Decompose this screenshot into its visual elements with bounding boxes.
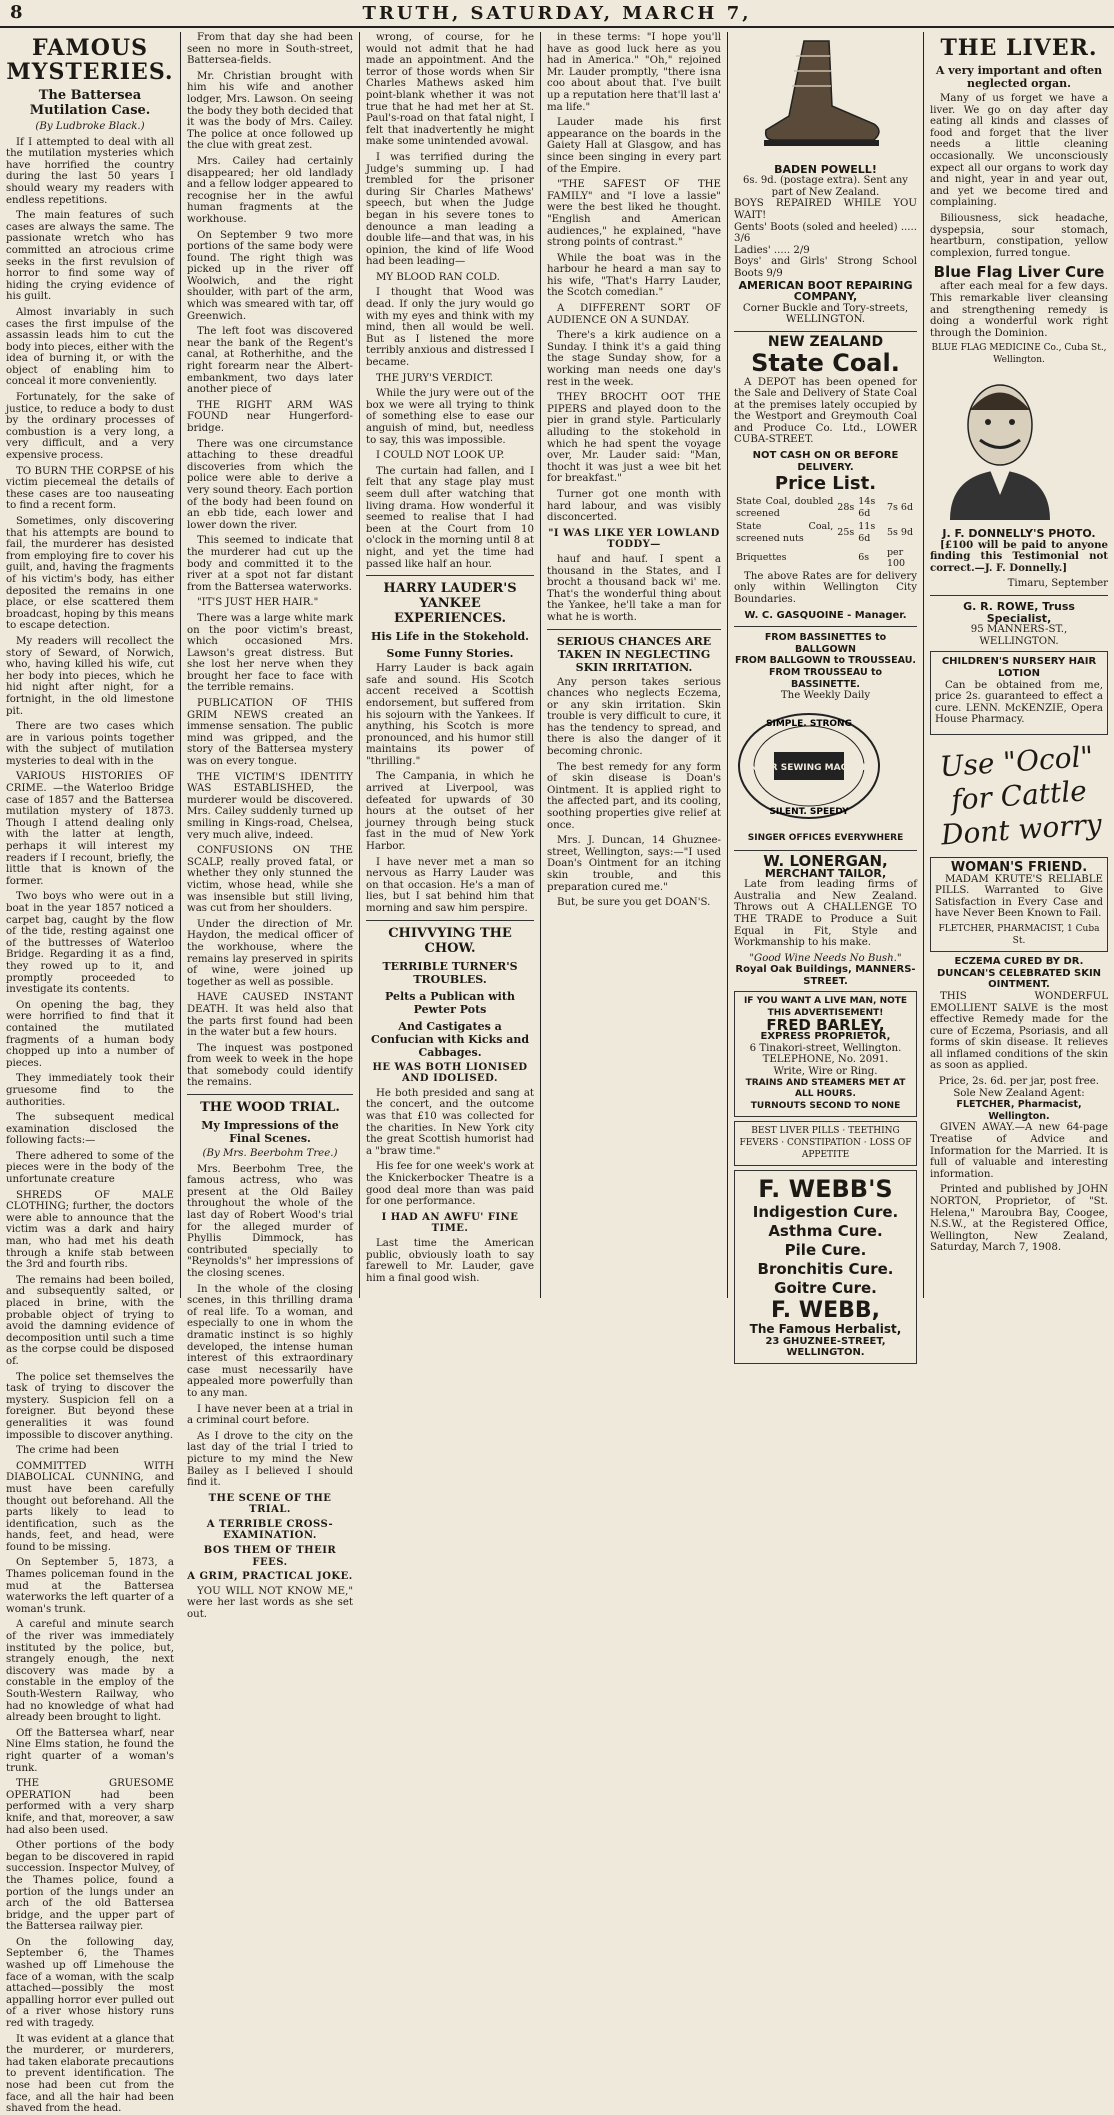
eczema-price: Price, 2s. 6d. per jar, post free. Sole New Zealand Agent:: [938, 1076, 1100, 1099]
divider: [187, 1094, 353, 1095]
boot-shop: AMERICAN BOOT REPAIRING COMPANY,: [738, 278, 913, 304]
liver-list: Biliousness, sick headache, dyspepsia, sour stomach, heartburn, constipation, yellow complexion, furred tongue.: [930, 212, 1108, 259]
webb-cure: Indigestion Cure.: [752, 1203, 899, 1222]
paragraph: My readers will recollect the story of Seward, of Norwich, who, having killed his wife, cut her body into pieces, which he hid night after night, for a fortnight, in the old limestone pit.: [6, 635, 174, 717]
price-cell: 6s: [858, 552, 870, 564]
webb-cure: Goitre Cure.: [774, 1279, 877, 1298]
famous-body: [6, 137, 174, 2115]
blue-flag-title: Blue Flag Liver Cure: [933, 263, 1105, 282]
divider: [366, 575, 534, 576]
price-manager: W. C. GASQUOINE - Manager.: [744, 609, 907, 621]
paragraph: THE RIGHT ARM WAS FOUND near Hungerford-bridge.: [187, 399, 353, 434]
webb-city: WELLINGTON.: [786, 1347, 865, 1359]
divider: [734, 331, 917, 332]
column-three: [360, 32, 540, 1298]
liver-subtitle: A very important and often neglected organ.: [935, 64, 1103, 90]
paragraph: They immediately took their gruesome find to the authorities.: [6, 1073, 174, 1108]
masthead: [0, 0, 1114, 28]
barley-name: FRED BARLEY,: [766, 1015, 885, 1034]
lonergan-name: W. LONERGAN,: [763, 851, 888, 870]
lonergan-address: Royal Oak Buildings, MANNERS-STREET.: [735, 964, 916, 987]
price-row: [734, 495, 917, 520]
paragraph: There was a large white mark on the poor victim's breast, which occasioned Mrs. Lawson's great distress. But she lost her nerve when they brought her face to face with the terrible remains.: [187, 612, 353, 694]
yankee-heading: "I WAS LIKE YER LOWLAND TODDY—: [548, 527, 720, 551]
paragraph: CONFUSIONS ON THE SCALP, really proved fatal, or whether they only stunned the victim, whose head, while she was insensible but still living, was cut from her shoulders.: [187, 845, 353, 915]
barley-address: 6 Tinakori-street, Wellington.: [749, 1042, 902, 1054]
state-coal-nz: NEW ZEALAND: [767, 333, 884, 350]
paragraph: But, be sure you get DOAN'S.: [557, 897, 711, 909]
paragraph: The crime had been: [16, 1445, 119, 1457]
serious-body: [547, 677, 721, 909]
paragraph: Mrs. Cailey had certainly disappeared; her old landlady and a fellow lodger appeared to recognise her in the awful human fragments at the workhouse.: [187, 155, 353, 225]
col2-final: YOU WILL NOT KNOW ME," were her last words as she set out.: [187, 1585, 353, 1621]
lauder-body: [366, 663, 534, 914]
liver-pills-3: CONSTIPATION: [786, 1138, 861, 1148]
boot-lines: [734, 198, 917, 279]
boot-address: Corner Buckle and Tory-streets, WELLINGTON.: [742, 302, 909, 326]
paragraph: THE VICTIM'S IDENTITY WAS ESTABLISHED, the murderer would be discovered. Mrs. Cailey suddenly turned up smiling in Kings-road, Chelsea, very much alive, indeed.: [187, 771, 353, 841]
page-number: 8: [10, 2, 23, 23]
paragraph: If I attempted to deal with all the mutilation mysteries which have horrified the country during the last 50 years I should weary my readers with endless repetitions.: [6, 136, 174, 206]
wood-trial-title: THE WOOD TRIAL.: [200, 1100, 340, 1116]
barley-phone: TELEPHONE, No. 2091.: [762, 1054, 889, 1066]
column-six: [924, 32, 1114, 1298]
paragraph: His fee for one week's work at the Knickerbocker Theatre is a good deal more than was paid for one performance.: [366, 1161, 534, 1208]
lonergan-motto: "Good Wine Needs No Bush.": [749, 952, 902, 964]
price-row: [734, 546, 917, 571]
womens-title: WOMAN'S FRIEND.: [950, 859, 1088, 875]
eczema-title: ECZEMA CURED BY DR. DUNCAN'S CELEBRATED SKIN OINTMENT.: [936, 956, 1102, 991]
paragraph: In the whole of the closing scenes, in this thrilling drama of real life. To a woman, and especially to one in whom the dramatic instinct is so highly developed, the intense human interest of this extraordinary case must necessarily have appealed more powerfully than to any man.: [187, 1283, 353, 1399]
webb-cures: [739, 1203, 912, 1298]
blue-flag-text: after each meal for a few days. This remarkable liver cleansing and strengthening remedy is doing a wonderful work right through the Dominion.: [930, 281, 1108, 339]
machine-top: SIMPLE. STRONG: [766, 718, 852, 729]
famous-title: FAMOUS MYSTERIES.: [6, 35, 174, 85]
liver-pills-4: LOSS OF APPETITE: [801, 1138, 912, 1160]
boot-price: 6s. 9d. (postage extra). Sent any part of New Zealand.: [743, 175, 908, 198]
boot-line: BOYS REPAIRED WHILE YOU WAIT!: [734, 198, 917, 221]
ballgown-2: FROM BALLGOWN to TROUSSEAU.: [734, 655, 917, 667]
col3-body: [366, 32, 534, 570]
lauder-title: HARRY LAUDER'S YANKEE EXPERIENCES.: [383, 581, 517, 627]
paragraph: He both presided and sang at the concert, and the outcome was that £10 was collected for the charities. In New York city the great Scottish humorist had a "braw time.": [366, 1087, 534, 1157]
paragraph: THE GRUESOME OPERATION had been performed with a very sharp knife, and that, moreover, a saw had also been used.: [6, 1778, 174, 1836]
column-four: [541, 32, 727, 1298]
state-coal-terms: NOT CASH ON OR BEFORE DELIVERY.: [752, 450, 899, 473]
lauder-subtitle-2: Some Funny Stories.: [386, 647, 514, 661]
paragraph: Any person takes serious chances who neglects Eczema, or any skin irritation. Skin trouble is very difficult to cure, it has the tendency to spread, and there is also the danger of it becoming chronic.: [547, 676, 721, 758]
paragraph: I have never been at a trial in a criminal court before.: [187, 1403, 353, 1427]
cross-heading: A TERRIBLE CROSS-EXAMINATION.: [206, 1518, 334, 1542]
paragraph: Under the direction of Mr. Haydon, the medical officer of the workhouse, where the remains lay preserved in spirits of wine, were joined up together as well as possible.: [187, 918, 353, 988]
paragraph: The main features of such cases are always the same. The passionate wretch who has committed an atrocious crime seeks in the first revulsion of horror to find some way of hiding the crying evidence of his guilt.: [6, 210, 174, 303]
paragraph: There adhered to some of the pieces were in the body of the unfortunate creature: [6, 1150, 174, 1186]
paragraph: The left foot was discovered near the bank of the Regent's canal, at Rotherhithe, and the right forearm near the Albert-embankment, two days later another piece of: [187, 326, 353, 396]
paragraph: Almost invariably in such cases the first impulse of the assassin leads him to cut the body into pieces, either with the idea of burning it, or with the object of enabling him to conceal it more conveniently.: [6, 306, 174, 388]
webb-title: The Famous Herbalist,: [749, 1322, 902, 1337]
divider: [734, 850, 917, 851]
price-table: [734, 495, 917, 571]
eczema-text: THIS WONDERFUL EMOLLIENT SALVE is the most effective Remedy made for the cure of Eczema, Psoriasis, and all forms of skin disease. It relieves all inflamed conditions of the skin as soon as applied.: [930, 990, 1108, 1072]
paragraph: I was terrified during the Judge's summing up. I had trembled for the prisoner during Sir Charles Mathews' speech, but when the Judge began in his severe tones to denounce a man leading a double life—and that was, in his opinion, the kind of life Wood had been leading—: [366, 151, 534, 268]
paragraph: I have never met a man so nervous as Harry Lauder was on that occasion. He's a man of lies, but I sat behind him that morning and saw him perspire.: [366, 856, 534, 914]
webb-address: 23 GHUZNEE-STREET,: [765, 1335, 886, 1347]
paragraph: On the following day, September 6, the Thames washed up off Limehouse the face of a woman, with the scalp attached—possibly the most appalling horror ever pulled out of a river whose history runs red with tragedy.: [6, 1936, 174, 2030]
famous-byline: (By Ludbroke Black.): [35, 121, 145, 132]
col4-body: [547, 32, 721, 524]
boot-line: Boys' and Girls' Strong School Boots 9/9: [734, 256, 917, 279]
paragraph: THEY BROCHT OOT THE PIPERS and played doon to the pier in grand style. Particularly alluding to the stokehold in which he had spent the voyage over, Mr. Lauder said: "Man, thocht it was just a wee bit het for breakfast.": [547, 392, 721, 485]
price-cell: 5s 9d: [886, 527, 914, 539]
portrait-place: Timaru, September: [1007, 578, 1108, 590]
paragraph: PUBLICATION OF THIS GRIM NEWS created an immense sensation. The public mind was gripped, and the story of the Battersea mystery was on every tongue.: [187, 698, 353, 768]
paragraph: Mrs. J. Duncan, 14 Ghuznee-street, Wellington, says:—"I used Doan's Ointment for an itching skin trouble, and this preparation cured me.": [547, 835, 721, 893]
chivvy-title: CHIVVYING THE CHOW.: [388, 925, 512, 956]
chivvy-subtitle-3: And Castigates a Confucian with Kicks and Cabbages.: [370, 1019, 530, 1059]
paragraph: "THE SAFEST OF THE FAMILY" and "I love a lassie" were the best liked he thought. "English and American audiences," he explained, "have strong points of contrast.": [547, 179, 721, 249]
bos-heading: BOS THEM OF THEIR FEES.: [203, 1545, 337, 1568]
paragraph: TO BURN THE CORPSE of his victim piecemeal the details of these cases are too nauseating to find a recent form.: [6, 465, 174, 512]
divider: [734, 626, 917, 627]
chivvy-heading: HE WAS BOTH LIONISED AND IDOLISED.: [372, 1061, 528, 1085]
paragraph: A careful and minute search of the river was immediately instituted by the police, but, strangely enough, the next discovery was made by a constable in the employ of the South-Western Railway, who had no knowledge of what had already been brought to light.: [6, 1619, 174, 1724]
liver-pills-ad: BEST LIVER PILLS · TEETHING FEVERS · CONSTIPATION · LOSS OF APPETITE: [734, 1121, 917, 1166]
womens-text: MADAM KRUTE'S RELIABLE PILLS. Warranted to Give Satisfaction in Every Case and have Never Been Known to Fail.: [935, 873, 1103, 920]
fine-heading: I HAD AN AWFU' FINE TIME.: [381, 1211, 519, 1235]
womens-address: FLETCHER, PHARMACIST, 1 Cuba St.: [938, 923, 1100, 946]
paragraph: Lauder made his first appearance on the boards in the Gaiety Hall at Glasgow, and has since been singing in every part of the Empire.: [547, 117, 721, 175]
portrait-caption: J. F. DONNELLY'S PHOTO.: [942, 527, 1096, 541]
chivvy-subtitle-2: Pelts a Publican with Pewter Pots: [385, 989, 515, 1016]
paragraph: The best remedy for any form of skin disease is Doan's Ointment. It is applied right to the affected part, and its cooling, soothing properties give relief at once.: [547, 761, 721, 831]
paragraph: The subsequent medical examination disclosed the following facts:—: [6, 1112, 174, 1147]
price-cell: State Coal, doubled screened: [736, 496, 834, 519]
divider: [547, 629, 721, 630]
paragraph: Other portions of the body began to be discovered in rapid succession. Inspector Mulvey, of the Thames police, found a portion of the lungs under an arch of the old Battersea bridge, and the upper part of the Battersea railway pier.: [6, 1840, 174, 1933]
lauder-subtitle: His Life in the Stokehold.: [371, 630, 529, 644]
paragraph: Two boys who were out in a boat in the year 1857 noticed a carpet bag, caught by the flow of the tide, resting against one of the buttresses of Waterloo Bridge. Regarding it as a find, they rowed up to it, and promptly proceeded to investigate its contents.: [6, 891, 174, 996]
column-two: [181, 32, 359, 1621]
column-five: [728, 32, 923, 1359]
boot-line: Gents' Boots (soled and heeled) ..... 3/6: [734, 221, 918, 245]
machine-name: SINGER SEWING MACHINES: [739, 762, 879, 773]
paragraph: Mr. Christian brought with him his wife and another lodger, Mrs. Lawson. On seeing the body they both decided that it was the body of Mrs. Cailey. The police at once followed up the clue with great zest.: [187, 70, 353, 152]
machine-office: SINGER OFFICES EVERYWHERE: [747, 833, 904, 844]
price-cell: Briquettes: [736, 552, 787, 564]
paragraph: While the boat was in the harbour he heard a man say to his wife, "That's Harry Lauder, the Scotch comedian.": [547, 252, 721, 299]
yankee-para: hauf and hauf. I spent a thousand in the States, and I brocht a thousand back wi' me. That's the wonderful thing about the Yankee, he'll take a man for what he is worth.: [547, 553, 721, 623]
price-cell: per 100: [886, 546, 906, 570]
lotion-ad: [930, 651, 1108, 735]
paragraph: From that day she had been seen no more in South-street, Battersea-fields.: [187, 32, 353, 67]
paragraph: THE JURY'S VERDICT.: [376, 372, 494, 384]
paragraph: A DIFFERENT SORT OF AUDIENCE ON A SUNDAY.: [547, 303, 721, 326]
paragraph: On September 5, 1873, a Thames policeman found in the mud at the Battersea waterworks the left quarter of a woman's trunk.: [6, 1557, 174, 1615]
price-cell: 14s 6d: [858, 496, 876, 519]
webb-cure: Pile Cure.: [784, 1241, 867, 1260]
price-list-title: Price List.: [774, 473, 877, 495]
barley-intro: IF YOU WANT A LIVE MAN, NOTE THIS ADVERTISEMENT!: [743, 996, 908, 1019]
wood-trial-byline: (By Mrs. Beerbohm Tree.): [202, 1148, 338, 1160]
serious-heading: SERIOUS CHANCES ARE TAKEN IN NEGLECTING SKIN IRRITATION.: [556, 634, 712, 674]
paragraph: Fortunately, for the sake of justice, to reduce a body to dust by the ordinary processes of combustion is a very long, a very difficult, and a very expensive process.: [6, 392, 174, 462]
chivvy-subtitle: TERRIBLE TURNER'S TROUBLES.: [382, 959, 518, 986]
webb-name-2: F. WEBB,: [770, 1298, 880, 1324]
webb-name: F. WEBB'S: [758, 1175, 893, 1204]
paragraph: Harry Lauder is back again safe and sound. His Scotch accent received a Scottish endorsement, but suffered from his sojourn with the Yankees. If anything, his Scotch is more pronounced, and his humor still maintains its power of "thrilling.": [366, 663, 534, 767]
lotion-title: CHILDREN'S NURSERY HAIR LOTION: [941, 656, 1097, 679]
barley-ad: [734, 991, 917, 1117]
paragraph: On September 9 two more portions of the same body were found. The right thigh was picked up in the river off Woolwich, and the right shoulder, with part of the arm, which was smeared with tar, off Greenwich.: [187, 229, 353, 322]
divider: [930, 595, 1108, 596]
barley-service: TRAINS AND STEAMERS MET AT ALL HOURS.: [745, 1077, 906, 1100]
boot-caption: BADEN POWELL!: [774, 162, 877, 176]
paragraph: HAVE CAUSED INSTANT DEATH. It was held also that the parts first found had been in the water but a few hours.: [187, 992, 353, 1039]
paragraph: The inquest was postponed from week to week in the hope that somebody could identify the remains.: [187, 1042, 353, 1089]
paragraph: The remains had been boiled, and subsequently salted, or placed in brine, with the probable object of trying to avoid the damning evidence of decomposition until such a time as the corpse could be disposed of.: [6, 1274, 174, 1367]
masthead-title: TRUTH, SATURDAY, MARCH 7,: [362, 3, 752, 24]
lonergan-title: MERCHANT TAILOR,: [764, 866, 887, 880]
price-cell: State Coal, screened nuts: [736, 521, 834, 545]
state-coal-text: A DEPOT has been opened for the Sale and Delivery of State Coal at the premises lately occupied by the Westport and Greymouth Coal and Produce Co. Ltd., LOWER CUBA-STREET.: [734, 376, 917, 446]
paragraph: in these terms: "I hope you'll have as good luck here as you had in America." "Oh," rejoined Mr. Lauder promptly, "there isna coo about about that. I've built up a reputation here that'll last a' ma life.": [547, 32, 721, 113]
paragraph: I COULD NOT LOOK UP.: [376, 450, 505, 462]
paragraph: There was one circumstance attaching to these dreadful discoveries from which the police were able to derive a very sound theory. Each portion of the body had been found on an ebb tide, each lower and lower down the river.: [187, 438, 353, 531]
given-away: GIVEN AWAY.—A new 64-page Treatise of Advice and Information for the Married. It is full of valuable and interesting information.: [930, 1122, 1108, 1180]
blue-flag-contact: BLUE FLAG MEDICINE Co., Cuba St., Wellington.: [931, 343, 1107, 365]
paragraph: The curtain had fallen, and I felt that any stage play must seem dull after watching that living drama. How wonderful it seemed to realise that I had been at the Court from 10 o'clock in the morning until 8 at night, and yet the time had passed like half an hour.: [366, 465, 534, 570]
paragraph: "IT'S JUST HER HAIR.": [197, 597, 319, 609]
paragraph: The police set themselves the task of trying to discover the mystery. Suspicion fell on a foreigner. But beyond these generalities it was found impossible to discover anything.: [6, 1371, 174, 1441]
paragraph: There are two cases which are in various points together with the subject of mutilation mysteries to deal with in the: [6, 721, 174, 767]
handwritten-note: Use "Ocol" for Cattle Dont worry: [938, 739, 1103, 852]
paragraph: MY BLOOD RAN COLD.: [376, 271, 500, 283]
rowe-address: 95 MANNERS-ST., WELLINGTON.: [970, 624, 1068, 647]
paragraph: While the jury were out of the box we were all trying to think of something else to ease our anguish of mind, but, needless to say, this was impossible.: [366, 388, 534, 446]
webb-cure: Asthma Cure.: [768, 1222, 883, 1241]
liver-title: THE LIVER.: [940, 35, 1098, 61]
liver-para: Many of us forget we have a liver. We go on day after day eating all kinds and classes of food and forget that the liver needs a little cleaning occasionally. We unconsciously expect all our organs to work day and night, year in and year out, and yet we become tired and complaining.: [930, 93, 1108, 209]
boot-line: Ladies' ..... 2/9: [734, 244, 810, 256]
machine-bottom: SILENT. SPEEDY: [769, 806, 849, 817]
ballgown-4: The Weekly Daily: [780, 690, 871, 702]
chivvy-body: [366, 1088, 534, 1208]
paragraph: SHREDS OF MALE CLOTHING; further, the doctors were able to announce that the victim was a dark and hairy man, who had met his death through a knife stab between the 3rd and fourth ribs.: [6, 1189, 174, 1271]
lotion-text: Can be obtained from me, price 2s. guaranteed to effect a cure. LENN. McKENZIE, Opera House Pharmacy.: [935, 679, 1103, 726]
ballgown-1: FROM BASSINETTES to BALLGOWN: [764, 632, 887, 655]
webb-cure: Bronchitis Cure.: [757, 1260, 894, 1279]
barley-attention: TURNOUTS SECOND TO NONE: [750, 1100, 901, 1111]
sewing-machine-logo: [734, 706, 884, 826]
barley-title: EXPRESS PROPRIETOR,: [760, 1031, 891, 1043]
portrait-text: [£100 will be paid to anyone finding this Testimonial not correct.—J. F. Donnelly.]: [930, 538, 1108, 574]
paragraph: As I drove to the city on the last day of the trial I tried to picture to my mind the New Bailey as I believed I should find it.: [187, 1430, 353, 1489]
paragraph: I thought that Wood was dead. If only the jury would go with my eyes and think with my mind, then all would be well. But as I listened the more terribly anxious and distressed I became.: [366, 287, 534, 369]
wood-body: [187, 1164, 353, 1489]
column-famous-mysteries: [0, 32, 180, 2115]
imprint: Printed and published by JOHN NORTON, Proprietor, of "St. Helena," Maroubra Bay, Coogee, N.S.W., at the Registered Office, Wellington, New Zealand, Saturday, March 7, 1908.: [930, 1184, 1108, 1254]
paragraph: VARIOUS HISTORIES OF CRIME. —the Waterloo Bridge case of 1857 and the Battersea mutilation mystery of 1873. Though I attend dealing only with the latter at length, perhaps it will interest my readers if I recount, briefly, the little that is known of the former.: [6, 771, 174, 887]
lonergan-text: Late from leading firms of Australia and New Zealand. Throws out A CHALLENGE TO THE TRADE to Produce a Suit Equal in Fit, Style and Workmanship to his make.: [734, 879, 917, 949]
price-cell: 11s 6d: [858, 521, 876, 545]
state-coal-title: State Coal.: [751, 348, 900, 377]
rowe-name: G. R. ROWE, Truss Specialist,: [963, 600, 1075, 625]
price-cell: [835, 546, 856, 571]
boot-illustration: [734, 36, 894, 156]
fine-para: Last time the American public, obviously loath to say farewell to Mr. Lauder, gave him a final good wish.: [366, 1237, 534, 1284]
portrait-illustration: [930, 370, 1070, 520]
paragraph: There's a kirk audience on a Sunday. I think it's a gaid thing the stage Sunday show, for a working man needs one day's rest in the week.: [547, 330, 721, 388]
liver-pills-2: TEETHING FEVERS: [739, 1126, 900, 1148]
price-cell: 25s: [837, 527, 855, 539]
liver-pills-1: BEST LIVER PILLS: [751, 1126, 840, 1137]
famous-subtitle: The Battersea Mutilation Case.: [29, 88, 151, 118]
price-cell: 7s 6d: [886, 502, 914, 514]
paragraph: Off the Battersea wharf, near Nine Elms station, he found the right quarter of a woman's trunk.: [6, 1727, 174, 1774]
webb-ad: [734, 1170, 917, 1364]
paragraph: It was evident at a glance that the murderer, or murderers, had taken elaborate precautions to prevent identification. The nose had been cut from the face, and all the hair had been shaved from the head.: [6, 2033, 174, 2115]
trial-heading: THE SCENE OF THE TRIAL.: [208, 1492, 332, 1516]
paragraph: COMMITTED WITH DIABOLICAL CUNNING, and must have been carefully thought out beforehand. All the parts likely to lead to identification, such as the hands, feet, and head, were found to be missing.: [6, 1460, 174, 1553]
col2-body: [187, 32, 353, 1089]
paragraph: This seemed to indicate that the murderer had cut up the body and committed it to the river at a spot not far distant from the Battersea waterworks.: [187, 535, 353, 593]
grim-heading: A GRIM, PRACTICAL JOKE.: [187, 1571, 353, 1583]
ballgown-3: FROM TROUSSEAU to BASSINETTE.: [768, 666, 883, 690]
price-row: [734, 520, 917, 545]
price-cell: 28s: [837, 502, 855, 514]
paragraph: On opening the bag, they were horrified to find that it contained the mutilated fragments of a human body chopped up into a number of pieces.: [6, 999, 174, 1069]
wood-trial-subtitle: My Impressions of the Final Scenes.: [201, 1119, 339, 1146]
eczema-agent: FLETCHER, Pharmacist, Wellington.: [956, 1099, 1082, 1122]
price-note: The above Rates are for delivery only within Wellington City Boundaries.: [734, 570, 917, 605]
barley-cta: Write, Wire or Ring.: [773, 1066, 878, 1078]
paragraph: Turner got one month with hard labour, and was visibly disconcerted.: [547, 488, 721, 524]
paragraph: Sometimes, only discovering that his attempts are bound to fail, the murderer has desisted from employing fire to cover his guilt, and, having the fragments of his victim's body, has either deposited the remains in one place, or else scattered them broadcast, hoping by this means to escape detection.: [6, 516, 174, 632]
divider: [366, 920, 534, 921]
womens-ad: [930, 857, 1108, 952]
paragraph: Mrs. Beerbohm Tree, the famous actress, who was present at the Old Bailey throughout the whole of the last day of Robert Wood's trial for the alleged murder of Phyllis Dimmock, has contributed specially to "Reynolds's" her impressions of the closing scenes.: [187, 1163, 353, 1279]
paragraph: The Campania, in which he arrived at Liverpool, was defeated for upwards of 30 hours at the outset of her journey through being stuck fast in the mud of New York Harbor.: [366, 771, 534, 853]
paragraph: wrong, of course, for he would not admit that he had made an appointment. And the terror of those words when Sir Charles Mathews asked him point-blank whether it was not true that he had met her at St. Paul's-road on that fatal night, I felt that inadvertently he might make some unintended avowal.: [366, 32, 534, 148]
